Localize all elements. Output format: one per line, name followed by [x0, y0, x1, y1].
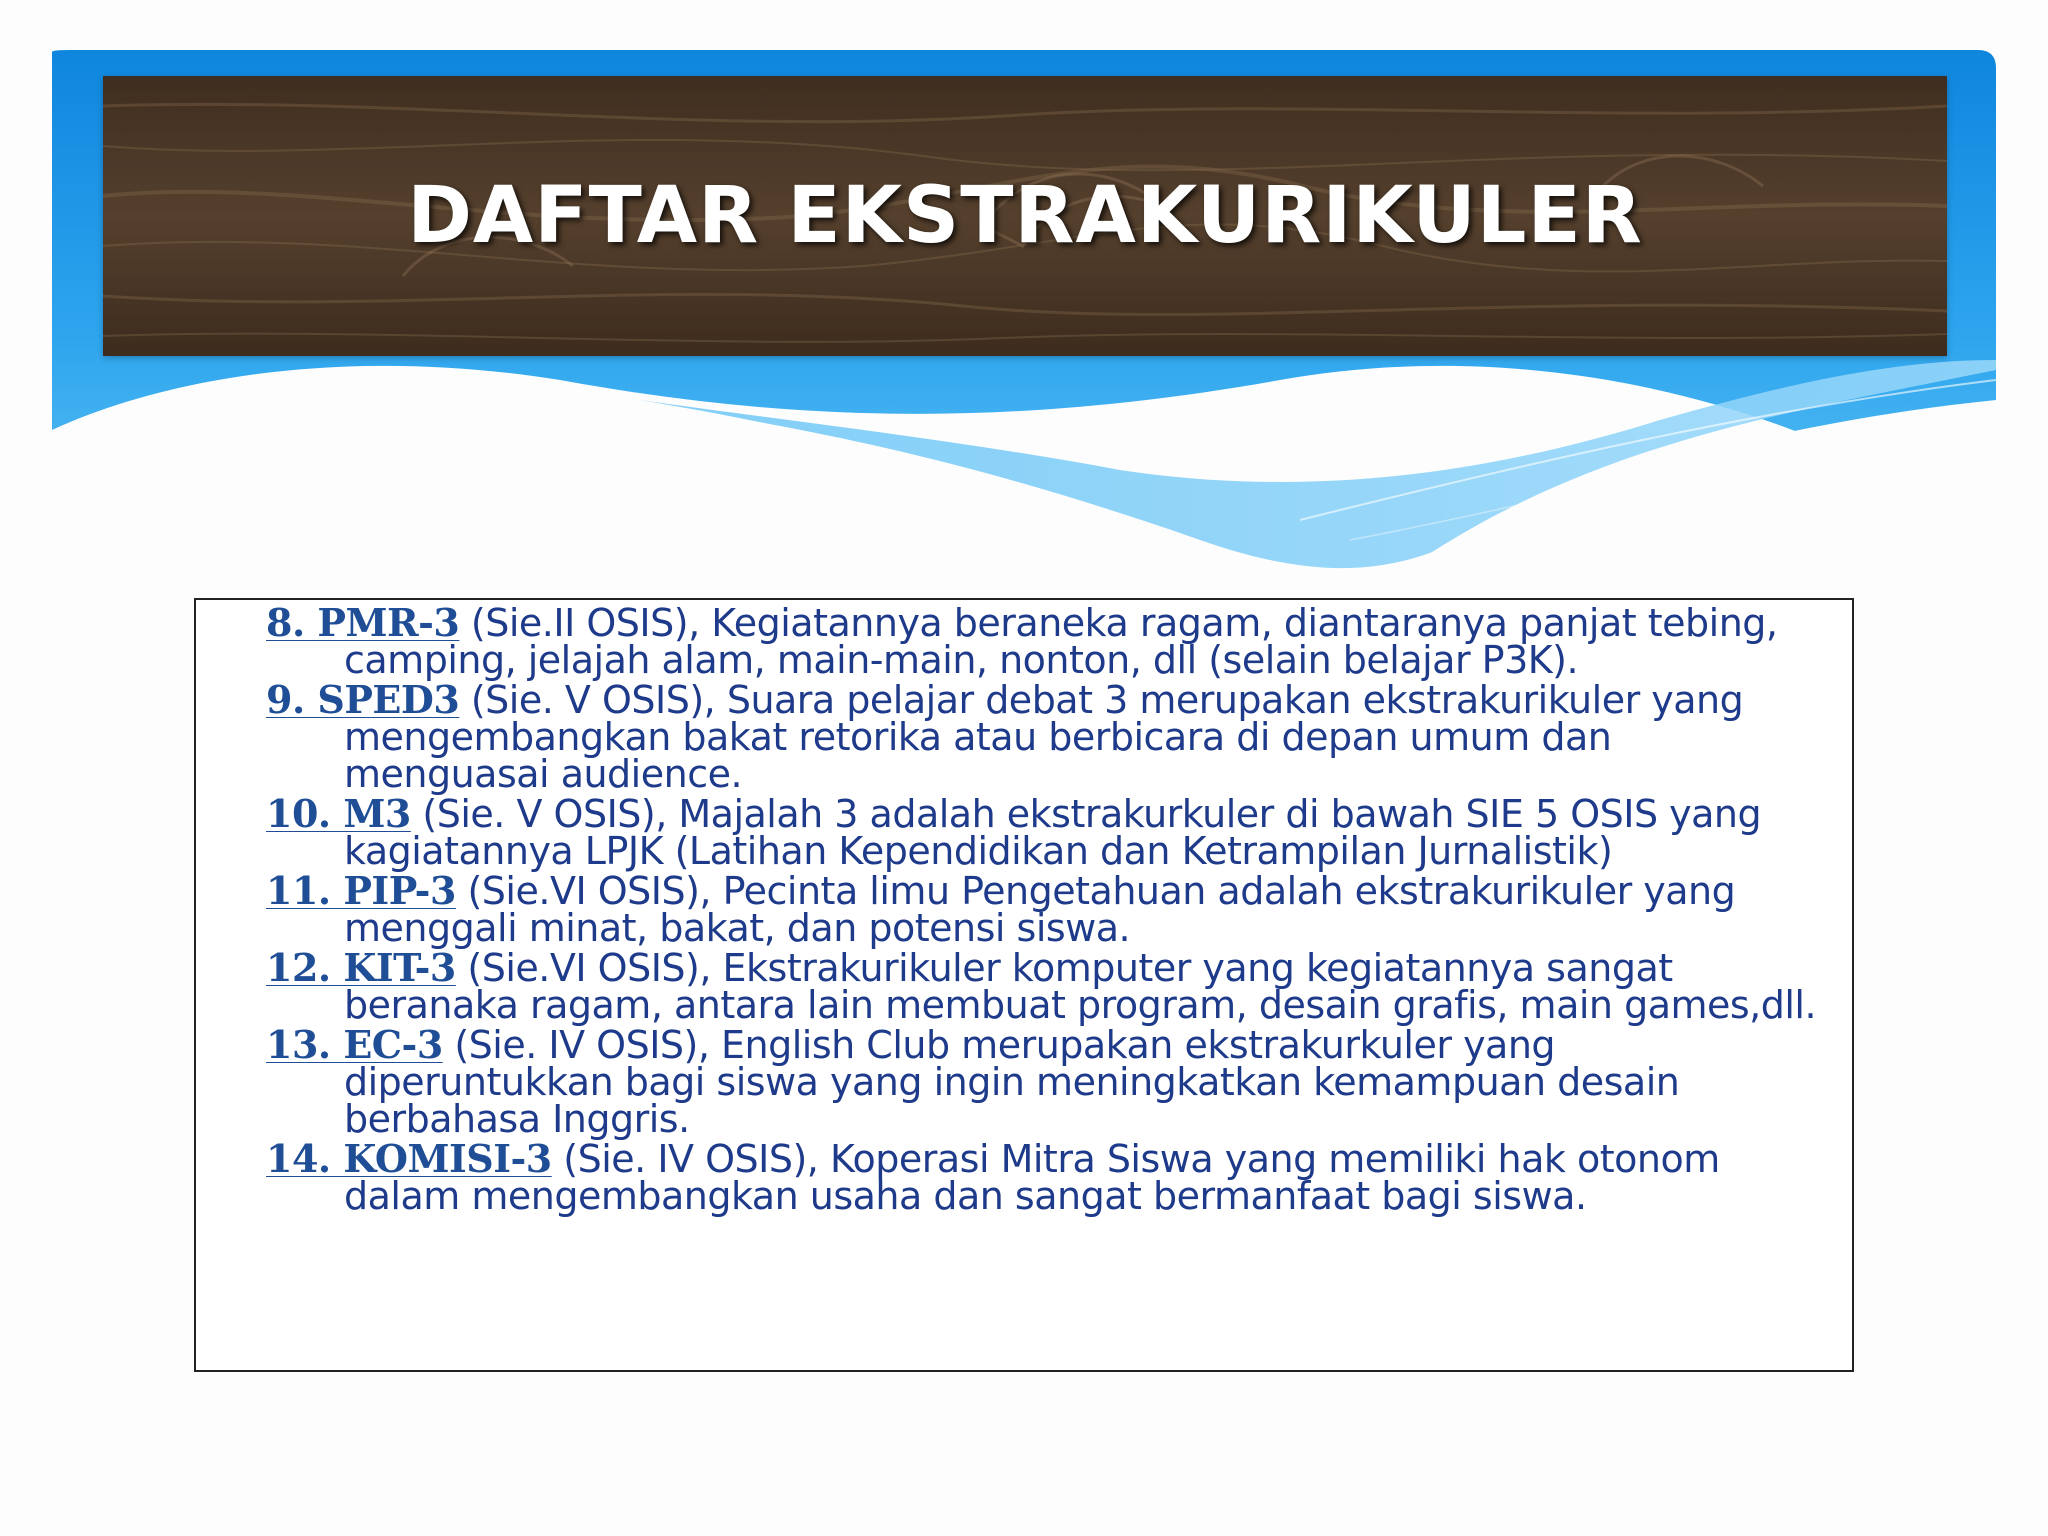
item-name-link[interactable]: 13. EC-3 — [266, 1022, 443, 1067]
list-item — [266, 677, 1826, 796]
item-description: (Sie.VI OSIS), Pecinta limu Pengetahuan adalah ekstrakurikuler yang menggali minat, bakat, dan potensi siswa. — [344, 869, 1736, 950]
list-item — [266, 1022, 1826, 1141]
item-name-link[interactable]: 9. SPED3 — [266, 677, 460, 722]
list-item — [266, 600, 1826, 682]
item-name-link[interactable]: 10. M3 — [266, 791, 411, 836]
item-description: (Sie. IV OSIS), Koperasi Mitra Siswa yang memiliki hak otonom dalam mengembangkan usaha dan sangat bermanfaat bagi siswa. — [344, 1137, 1720, 1218]
item-description: (Sie.VI OSIS), Ekstrakurikuler komputer yang kegiatannya sangat beranaka ragam, antara lain membuat program, desain grafis, main games,dll. — [344, 946, 1817, 1027]
list-item — [266, 868, 1826, 950]
list-item — [266, 1136, 1826, 1218]
page-title: DAFTAR EKSTRAKURIKULER — [407, 171, 1643, 261]
item-description: (Sie.II OSIS), Kegiatannya beraneka ragam, diantaranya panjat tebing, camping, jelajah alam, main-main, nonton, dll (selain belajar P3K). — [344, 601, 1778, 682]
content-box — [194, 598, 1854, 1372]
extracurricular-list — [266, 600, 1826, 1218]
item-description: (Sie. IV OSIS), English Club merupakan ekstrakurkuler yang diperuntukkan bagi siswa yang ingin meningkatkan kemampuan desain berbahasa Inggris. — [344, 1023, 1680, 1141]
list-item — [266, 945, 1826, 1027]
item-name-link[interactable]: 11. PIP-3 — [266, 868, 456, 913]
item-name-link[interactable]: 12. KIT-3 — [266, 945, 456, 990]
item-description: (Sie. V OSIS), Suara pelajar debat 3 merupakan ekstrakurikuler yang mengembangkan bakat retorika atau berbicara di depan umum dan menguasai audience. — [344, 678, 1744, 796]
list-item — [266, 791, 1826, 873]
title-banner — [103, 76, 1947, 356]
item-description: (Sie. V OSIS), Majalah 3 adalah ekstrakurkuler di bawah SIE 5 OSIS yang kagiatannya LPJK (Latihan Kependidikan dan Ketrampilan Jurnalistik) — [344, 792, 1762, 873]
item-name-link[interactable]: 8. PMR-3 — [266, 600, 460, 645]
item-name-link[interactable]: 14. KOMISI-3 — [266, 1136, 552, 1181]
